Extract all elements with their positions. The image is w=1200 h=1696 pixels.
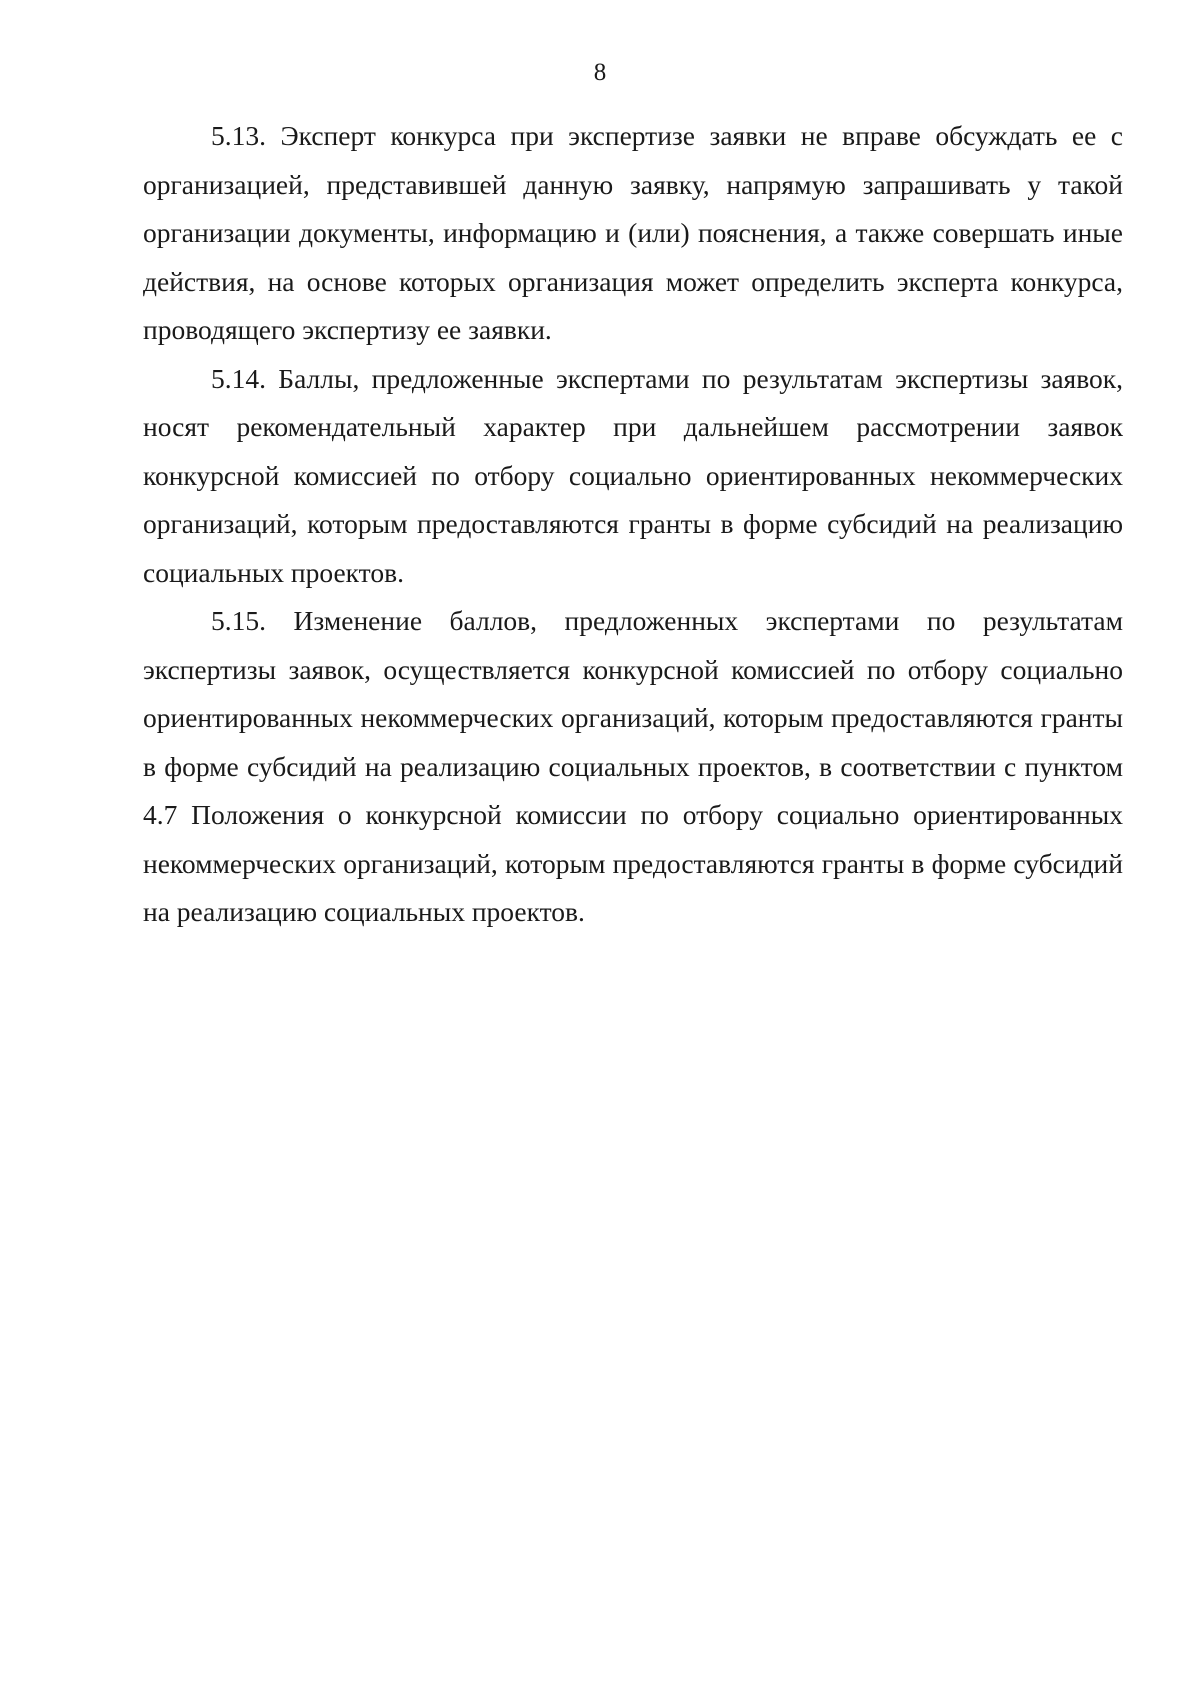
paragraph-5-13: 5.13. Эксперт конкурса при экспертизе заявки не вправе обсуждать ее с организацией, представившей данную заявку, напрямую запрашивать у такой организации документы, информацию и (или) пояснения, а также совершать иные действия, на основе которых организация может определить эксперта конкурса, проводящего экспертизу ее заявки. xyxy=(143,120,1123,345)
paragraph-5-14: 5.14. Баллы, предложенные экспертами по результатам экспертизы заявок, носят рекомендательный характер при дальнейшем рассмотрении заявок конкурсной комиссией по отбору социально ориентированных некоммерческих организаций, которым предоставляются гранты в форме субсидий на реализацию социальных проектов. xyxy=(143,362,1123,588)
paragraph-5-15: 5.15. Изменение баллов, предложенных экспертами по результатам экспертизы заявок, осуществляется конкурсной комиссией по отбору социально ориентированных некоммерческих организаций, которым предоставляются гранты в форме субсидий на реализацию социальных проектов, в соответствии с пунктом 4.7 Положения о конкурсной комиссии по отбору социально ориентированных некоммерческих организаций, которым предоставляются гранты в форме субсидий на реализацию социальных проектов. xyxy=(143,605,1123,927)
page-number: 8 xyxy=(593,59,607,86)
document-body xyxy=(143,112,1123,937)
